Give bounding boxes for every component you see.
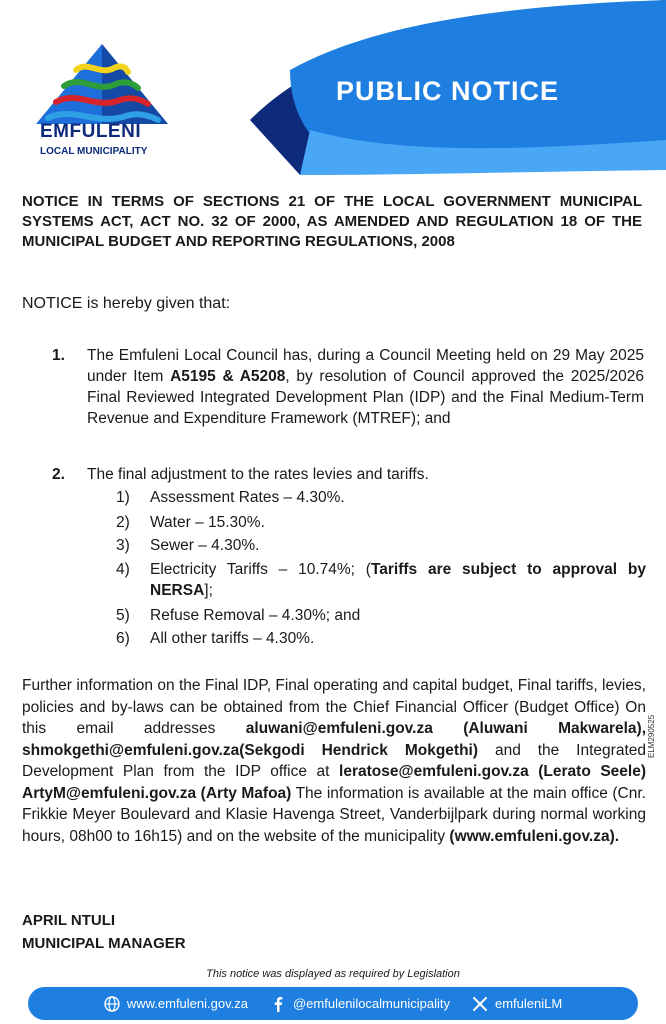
tariff-text-part: ]; <box>204 582 213 599</box>
org-name: EMFULENI <box>40 121 142 142</box>
x-logo-icon <box>472 996 488 1012</box>
item-number: 1. <box>52 347 65 364</box>
x-link[interactable]: emfuleniLM <box>494 996 563 1011</box>
tariff-number: 5) <box>116 607 130 624</box>
tariff-item <box>116 628 646 649</box>
further-information <box>22 675 646 847</box>
tariff-item <box>116 512 646 533</box>
page-title: PUBLIC NOTICE <box>336 76 560 106</box>
tariff-item <box>116 535 646 556</box>
item-text-bold: A5195 & A5208 <box>170 368 286 385</box>
tariff-text-bold: Tariffs are subject to approval by NERSA <box>150 561 646 599</box>
item-number: 2. <box>52 466 65 483</box>
item-text: The final adjustment to the rates levies and tariffs. <box>87 466 429 483</box>
tariff-text: All other tariffs – 4.30%. <box>150 630 315 647</box>
signatory-title: MUNICIPAL MANAGER <box>22 935 186 952</box>
item-text-part: , by resolution of Council approved the 2025/2026 Final Reviewed Integrated Development Plan (IDP) and the Final Medium-Term Revenue and Expenditure Framework (MTREF); and <box>87 368 644 427</box>
idp-emails: leratose@emfuleni.gov.za (Lerato Seele) ArtyM@emfuleni.gov.za (Arty Mafoa) <box>22 763 647 802</box>
further-text: The information is available at the main office (Cnr. Frikkie Meyer Boulevard and Klasie Havenga Street, Vanderbijlpark during normal working hours, 08h00 to 16h15) and on the website of the municipality <box>22 784 646 845</box>
cfo-emails: aluwani@emfuleni.gov.za (Aluwani Makwarela), shmokgethi@emfuleni.gov.za(Sekgodi Hendrick Mokgethi) <box>22 720 647 759</box>
tariff-text: Refuse Removal – 4.30%; and <box>150 607 361 624</box>
notice-heading: NOTICE IN TERMS OF SECTIONS 21 OF THE LOCAL GOVERNMENT MUNICIPAL SYSTEMS ACT, ACT NO. 32 OF 2000, AS AMENDED AND REGULATION 18 OF THE MUNICIPAL BUDGET AND REPORTING REGULATIONS, 2008 <box>22 193 642 250</box>
notice-intro: NOTICE is hereby given that: <box>22 295 231 312</box>
tariff-number: 3) <box>116 537 130 554</box>
tariff-item <box>116 559 646 601</box>
footer-facebook[interactable] <box>270 996 450 1012</box>
website-link[interactable]: www.emfuleni.gov.za <box>126 996 248 1011</box>
item-text <box>87 345 644 429</box>
tariff-number: 4) <box>116 561 130 578</box>
tariff-text-part: Electricity Tariffs – 10.74%; ( <box>150 561 371 578</box>
facebook-icon <box>270 996 286 1012</box>
reference-code: ELM290525 <box>647 714 656 758</box>
further-text: Further information on the Final IDP, Final operating and capital budget, Final tariffs, levies, policies and by-laws can be obtained from the Chief Financial Officer (Budget Office) On this email addresses <box>22 677 646 737</box>
footer-bar <box>28 987 638 1020</box>
tariff-number: 2) <box>116 514 130 531</box>
item-text-part: The Emfuleni Local Council has, during a Council Meeting held on 29 May 2025 under Item <box>87 347 644 385</box>
legislation-note: This notice was displayed as required by Legislation <box>206 968 460 980</box>
tariff-item <box>116 605 646 626</box>
signatory-name: APRIL NTULI <box>22 912 116 929</box>
tariff-text: Assessment Rates – 4.30%. <box>150 489 345 506</box>
notice-item-2 <box>52 464 644 485</box>
footer-website[interactable] <box>104 996 248 1012</box>
globe-icon <box>104 996 120 1012</box>
emfuleni-logo-icon <box>30 42 180 162</box>
footer-x[interactable] <box>472 996 562 1012</box>
tariff-text: Water – 15.30%. <box>150 514 265 531</box>
further-text: and the Integrated Development Plan from the IDP office at <box>22 741 646 780</box>
notice-item-1 <box>52 345 644 429</box>
tariff-number: 1) <box>116 489 130 506</box>
website-reference: (www.emfuleni.gov.za). <box>449 827 620 845</box>
tariff-text <box>150 559 646 601</box>
facebook-link[interactable]: @emfulenilocalmunicipality <box>292 996 450 1011</box>
tariff-number: 6) <box>116 630 130 647</box>
tariff-item <box>116 487 646 508</box>
tariff-text: Sewer – 4.30%. <box>150 537 260 554</box>
org-subtitle: LOCAL MUNICIPALITY <box>40 146 148 157</box>
